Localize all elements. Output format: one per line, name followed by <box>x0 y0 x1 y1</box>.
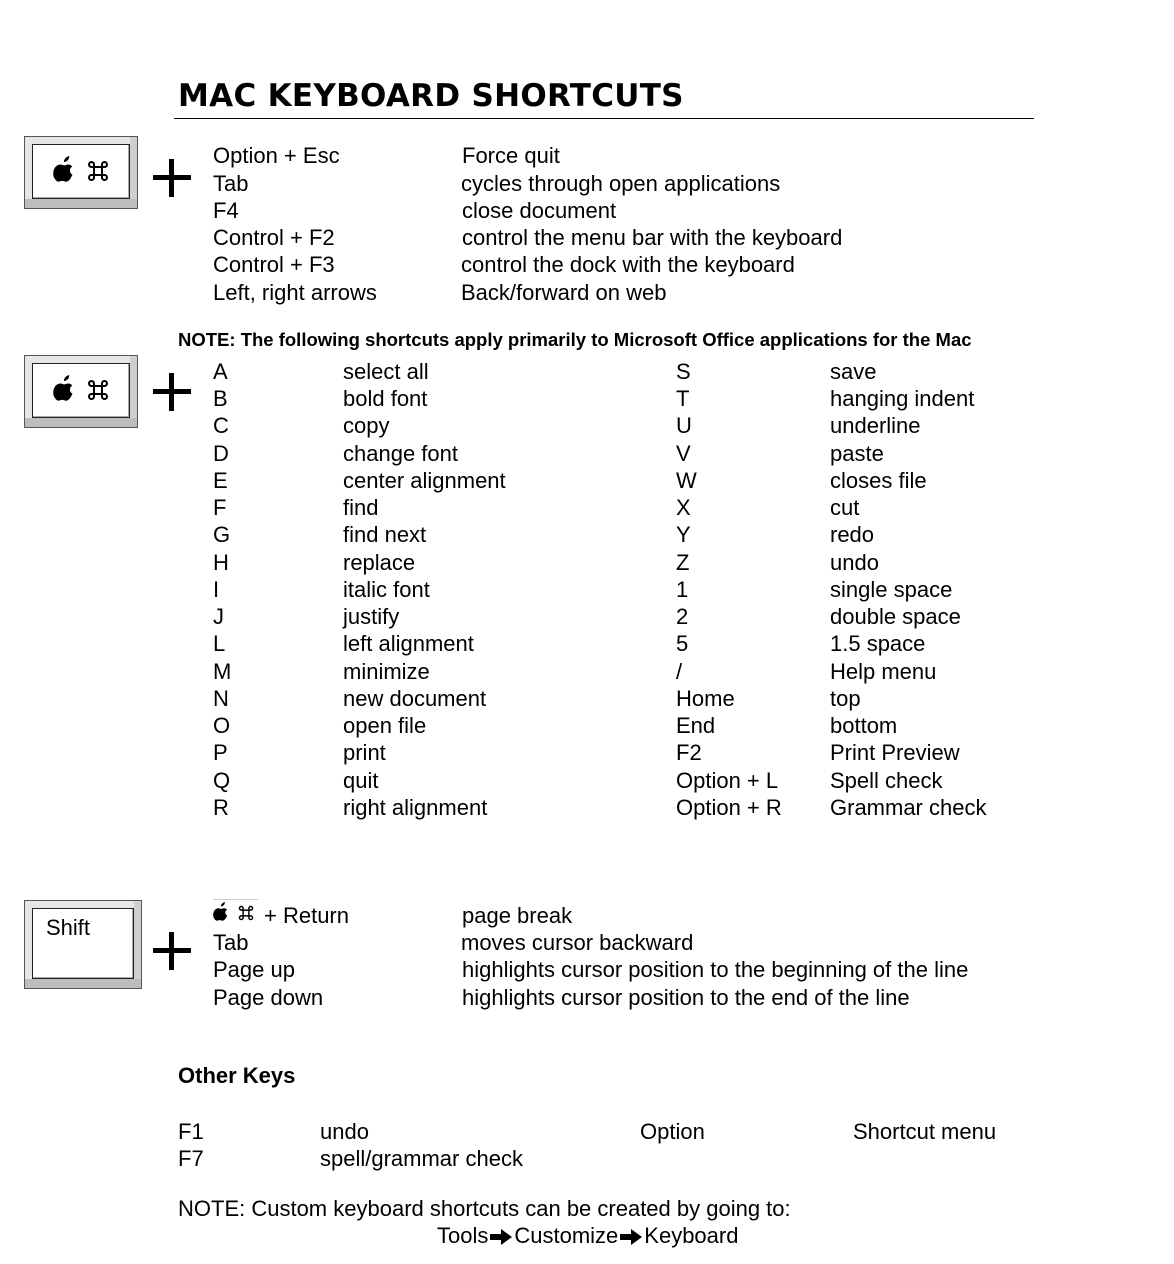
list-item: Control + F3 <box>213 252 335 277</box>
shortcut-key: O <box>213 713 231 738</box>
list-item: control the dock with the keyboard <box>461 252 795 277</box>
shortcut-key: 5 <box>676 631 689 656</box>
menu-path <box>437 1222 738 1249</box>
plus-icon <box>153 373 191 411</box>
shortcut-action: underline <box>830 413 921 438</box>
shortcut-key: Option + L <box>676 768 779 793</box>
shortcut-key: 2 <box>676 604 689 629</box>
custom-shortcuts-note: NOTE: Custom keyboard shortcuts can be created by going to: <box>178 1196 791 1221</box>
list-item: highlights cursor position to the beginning of the line <box>462 957 969 982</box>
right-arrow-icon <box>490 1229 512 1245</box>
shortcut-action: bold font <box>343 386 428 411</box>
office-note: NOTE: The following shortcuts apply primarily to Microsoft Office applications for the Mac <box>178 329 972 350</box>
shortcut-action: change font <box>343 441 458 466</box>
shortcut-action: justify <box>343 604 400 629</box>
list-item: Tab <box>213 930 249 955</box>
shortcut-key: L <box>213 631 226 656</box>
shortcut-action: quit <box>343 768 379 793</box>
shortcut-action: Help menu <box>830 659 937 684</box>
shortcut-action: print <box>343 740 386 765</box>
shortcut-action: replace <box>343 550 416 575</box>
title-divider <box>174 118 1034 119</box>
shortcut-key: E <box>213 468 228 493</box>
list-item: page break <box>462 903 573 928</box>
shortcut-key: P <box>213 740 228 765</box>
list-item: F7 <box>178 1146 204 1171</box>
shortcut-action: select all <box>343 359 429 384</box>
list-item: Option <box>640 1119 705 1144</box>
shortcut-action: closes file <box>830 468 927 493</box>
list-item: Option + Esc <box>213 143 340 168</box>
list-item: Left, right arrows <box>213 280 377 305</box>
shortcut-action: find next <box>343 522 427 547</box>
list-item: highlights cursor position to the end of the line <box>462 985 910 1010</box>
shortcut-action: copy <box>343 413 390 438</box>
shortcut-key: X <box>676 495 691 520</box>
shortcut-key: / <box>676 659 683 684</box>
shortcut-action: Spell check <box>830 768 943 793</box>
list-item: control the menu bar with the keyboard <box>462 225 843 250</box>
shortcut-key: J <box>213 604 224 629</box>
shortcut-action: italic font <box>343 577 430 602</box>
shortcut-action: center alignment <box>343 468 506 493</box>
shortcut-action: cut <box>830 495 860 520</box>
shortcut-action: single space <box>830 577 953 602</box>
shortcut-key: H <box>213 550 229 575</box>
shortcut-key: S <box>676 359 691 384</box>
command-key-graphic <box>24 136 138 209</box>
shortcut-key: V <box>676 441 691 466</box>
plus-icon <box>153 932 191 970</box>
path-step: Customize <box>514 1223 619 1248</box>
list-item: cycles through open applications <box>461 171 781 196</box>
shortcut-key: Q <box>213 768 231 793</box>
list-item: Back/forward on web <box>461 280 667 305</box>
shortcut-key: C <box>213 413 229 438</box>
shift-key-graphic <box>24 900 142 989</box>
shortcut-key: I <box>213 577 220 602</box>
shortcut-action: Print Preview <box>830 740 960 765</box>
shortcut-key: End <box>676 713 716 738</box>
shortcut-action: new document <box>343 686 487 711</box>
path-step: Keyboard <box>644 1223 739 1248</box>
shortcut-key: F <box>213 495 227 520</box>
shortcut-action: 1.5 space <box>830 631 926 656</box>
list-item: spell/grammar check <box>320 1146 523 1171</box>
shortcut-action: paste <box>830 441 884 466</box>
shortcut-key: T <box>676 386 690 411</box>
apple-command-icon <box>33 375 129 405</box>
apple-command-icon <box>213 899 258 927</box>
list-item: + Return <box>264 903 349 928</box>
shortcut-key: Option + R <box>676 795 782 820</box>
shortcut-key: D <box>213 441 229 466</box>
list-item: Force quit <box>462 143 560 168</box>
shortcut-key: A <box>213 359 228 384</box>
page-title: MAC KEYBOARD SHORTCUTS <box>178 78 684 114</box>
shortcut-key: N <box>213 686 229 711</box>
command-key-graphic <box>24 355 138 428</box>
shortcut-action: minimize <box>343 659 430 684</box>
plus-icon <box>153 159 191 197</box>
shortcut-action: double space <box>830 604 961 629</box>
shortcut-action: Grammar check <box>830 795 987 820</box>
shortcut-action: redo <box>830 522 875 547</box>
list-item: Tab <box>213 171 249 196</box>
shortcut-key: R <box>213 795 229 820</box>
apple-command-icon <box>33 156 129 186</box>
shortcut-key: M <box>213 659 232 684</box>
shift-key-label: Shift <box>46 915 91 940</box>
shortcut-action: right alignment <box>343 795 488 820</box>
shortcut-key: F2 <box>676 740 702 765</box>
list-item: moves cursor backward <box>461 930 694 955</box>
list-item: F4 <box>213 198 239 223</box>
shortcut-action: find <box>343 495 379 520</box>
right-arrow-icon <box>620 1229 642 1245</box>
path-step: Tools <box>437 1223 489 1248</box>
shortcut-action: top <box>830 686 861 711</box>
shortcut-action: bottom <box>830 713 898 738</box>
list-item: close document <box>462 198 617 223</box>
shortcut-action: open file <box>343 713 427 738</box>
list-item: undo <box>320 1119 369 1144</box>
shortcut-action: left alignment <box>343 631 474 656</box>
shortcut-key: U <box>676 413 692 438</box>
shortcut-key: B <box>213 386 228 411</box>
shortcut-action: save <box>830 359 877 384</box>
shortcut-action: hanging indent <box>830 386 975 411</box>
other-keys-heading: Other Keys <box>178 1063 296 1088</box>
list-item: Control + F2 <box>213 225 335 250</box>
list-item: Shortcut menu <box>853 1119 997 1144</box>
shortcut-key: Home <box>676 686 735 711</box>
list-item: Page down <box>213 985 324 1010</box>
list-item: Page up <box>213 957 295 982</box>
shortcut-key: G <box>213 522 231 547</box>
shortcut-key: 1 <box>676 577 689 602</box>
list-item <box>213 899 258 925</box>
shortcut-key: Z <box>676 550 690 575</box>
shortcut-key: Y <box>676 522 691 547</box>
list-item: F1 <box>178 1119 204 1144</box>
shortcut-key: W <box>676 468 697 493</box>
shortcut-action: undo <box>830 550 879 575</box>
